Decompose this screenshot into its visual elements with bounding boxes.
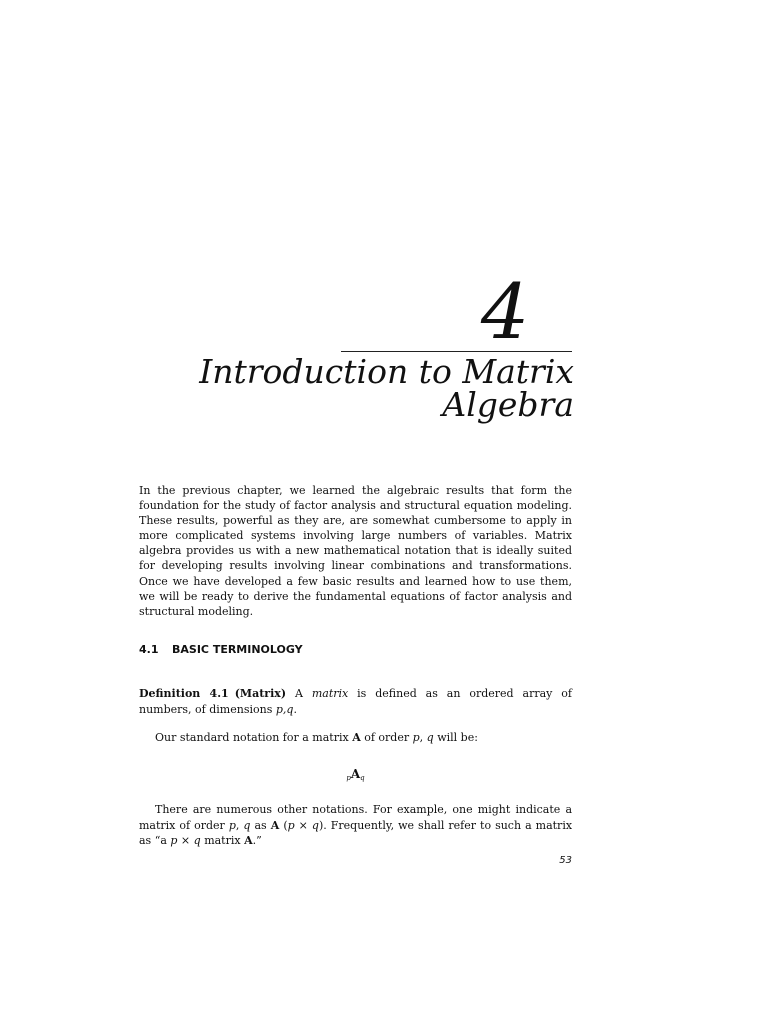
notation-q: q <box>426 731 434 744</box>
notation-text-1: Our standard notation for a matrix <box>155 731 349 744</box>
other-paren-close: ). <box>318 818 327 832</box>
definition-end: . <box>293 702 297 716</box>
other-pxq: p × q <box>287 818 319 832</box>
definition-label: Definition 4.1 <box>139 687 229 700</box>
definition-term: matrix <box>311 687 349 700</box>
definition-text-after: is defined as an ordered array of numbers, of dimensions <box>139 687 572 716</box>
display-math-notation <box>139 766 572 786</box>
other-text-3: matrix <box>204 834 241 848</box>
math-pre-subscript: p <box>346 774 351 782</box>
notation-text-2: of order <box>364 731 410 744</box>
other-text-1: There are numerous other notations. For example, one might indicate a matrix of order <box>139 803 572 832</box>
chapter-title-line-1: Introduction to Matrix <box>199 352 574 391</box>
notation-text-3: will be: <box>437 731 478 744</box>
definition-4-1 <box>139 686 572 717</box>
other-notations-paragraph <box>139 802 572 849</box>
definition-dims: p,q <box>275 702 294 716</box>
other-text-2: Frequently, we shall refer to such a matrix as “a <box>139 818 573 848</box>
other-matrix-symbol: A <box>270 818 280 832</box>
other-matrix-symbol-2: A <box>244 834 253 848</box>
chapter-title-line-2: Algebra <box>442 385 574 424</box>
page-number: 53 <box>559 855 572 866</box>
notation-paragraph <box>139 730 572 745</box>
section-number: 4.1 <box>139 643 159 656</box>
chapter-title <box>150 352 574 424</box>
definition-text-before: A <box>294 687 303 700</box>
other-p: p <box>228 818 236 832</box>
other-pxq-2: p × q <box>170 834 201 848</box>
intro-paragraph: In the previous chapter, we learned the algebraic results that form the foundation for the study of factor analysis and structural equation modeling. These results, powerful as they are, are somewhat cumbersome to apply in more complicated systems involving large numbers of variables. Matrix algebra provides us with a new mathematical notation that is ideally suited for developing results involving linear combinations and transformations. Once we have developed a few basic results and learned how to use them, we will be ready to derive the fundamental equations of factor analysis and structural modeling. <box>139 484 572 618</box>
other-paren-open: ( <box>283 818 288 832</box>
notation-matrix-symbol: A <box>352 731 361 744</box>
other-comma: , <box>235 818 240 832</box>
other-q: q <box>243 818 251 832</box>
other-end: .” <box>252 834 262 848</box>
math-post-subscript: q <box>360 774 365 782</box>
section-title: BASIC TERMINOLOGY <box>172 643 303 656</box>
section-heading <box>139 643 572 657</box>
other-as: as <box>254 818 267 832</box>
notation-comma: , <box>419 731 424 744</box>
chapter-number: 4 <box>480 267 530 356</box>
definition-name: (Matrix) <box>234 687 287 700</box>
notation-p: p <box>412 731 420 744</box>
math-matrix-symbol: A <box>350 767 361 781</box>
